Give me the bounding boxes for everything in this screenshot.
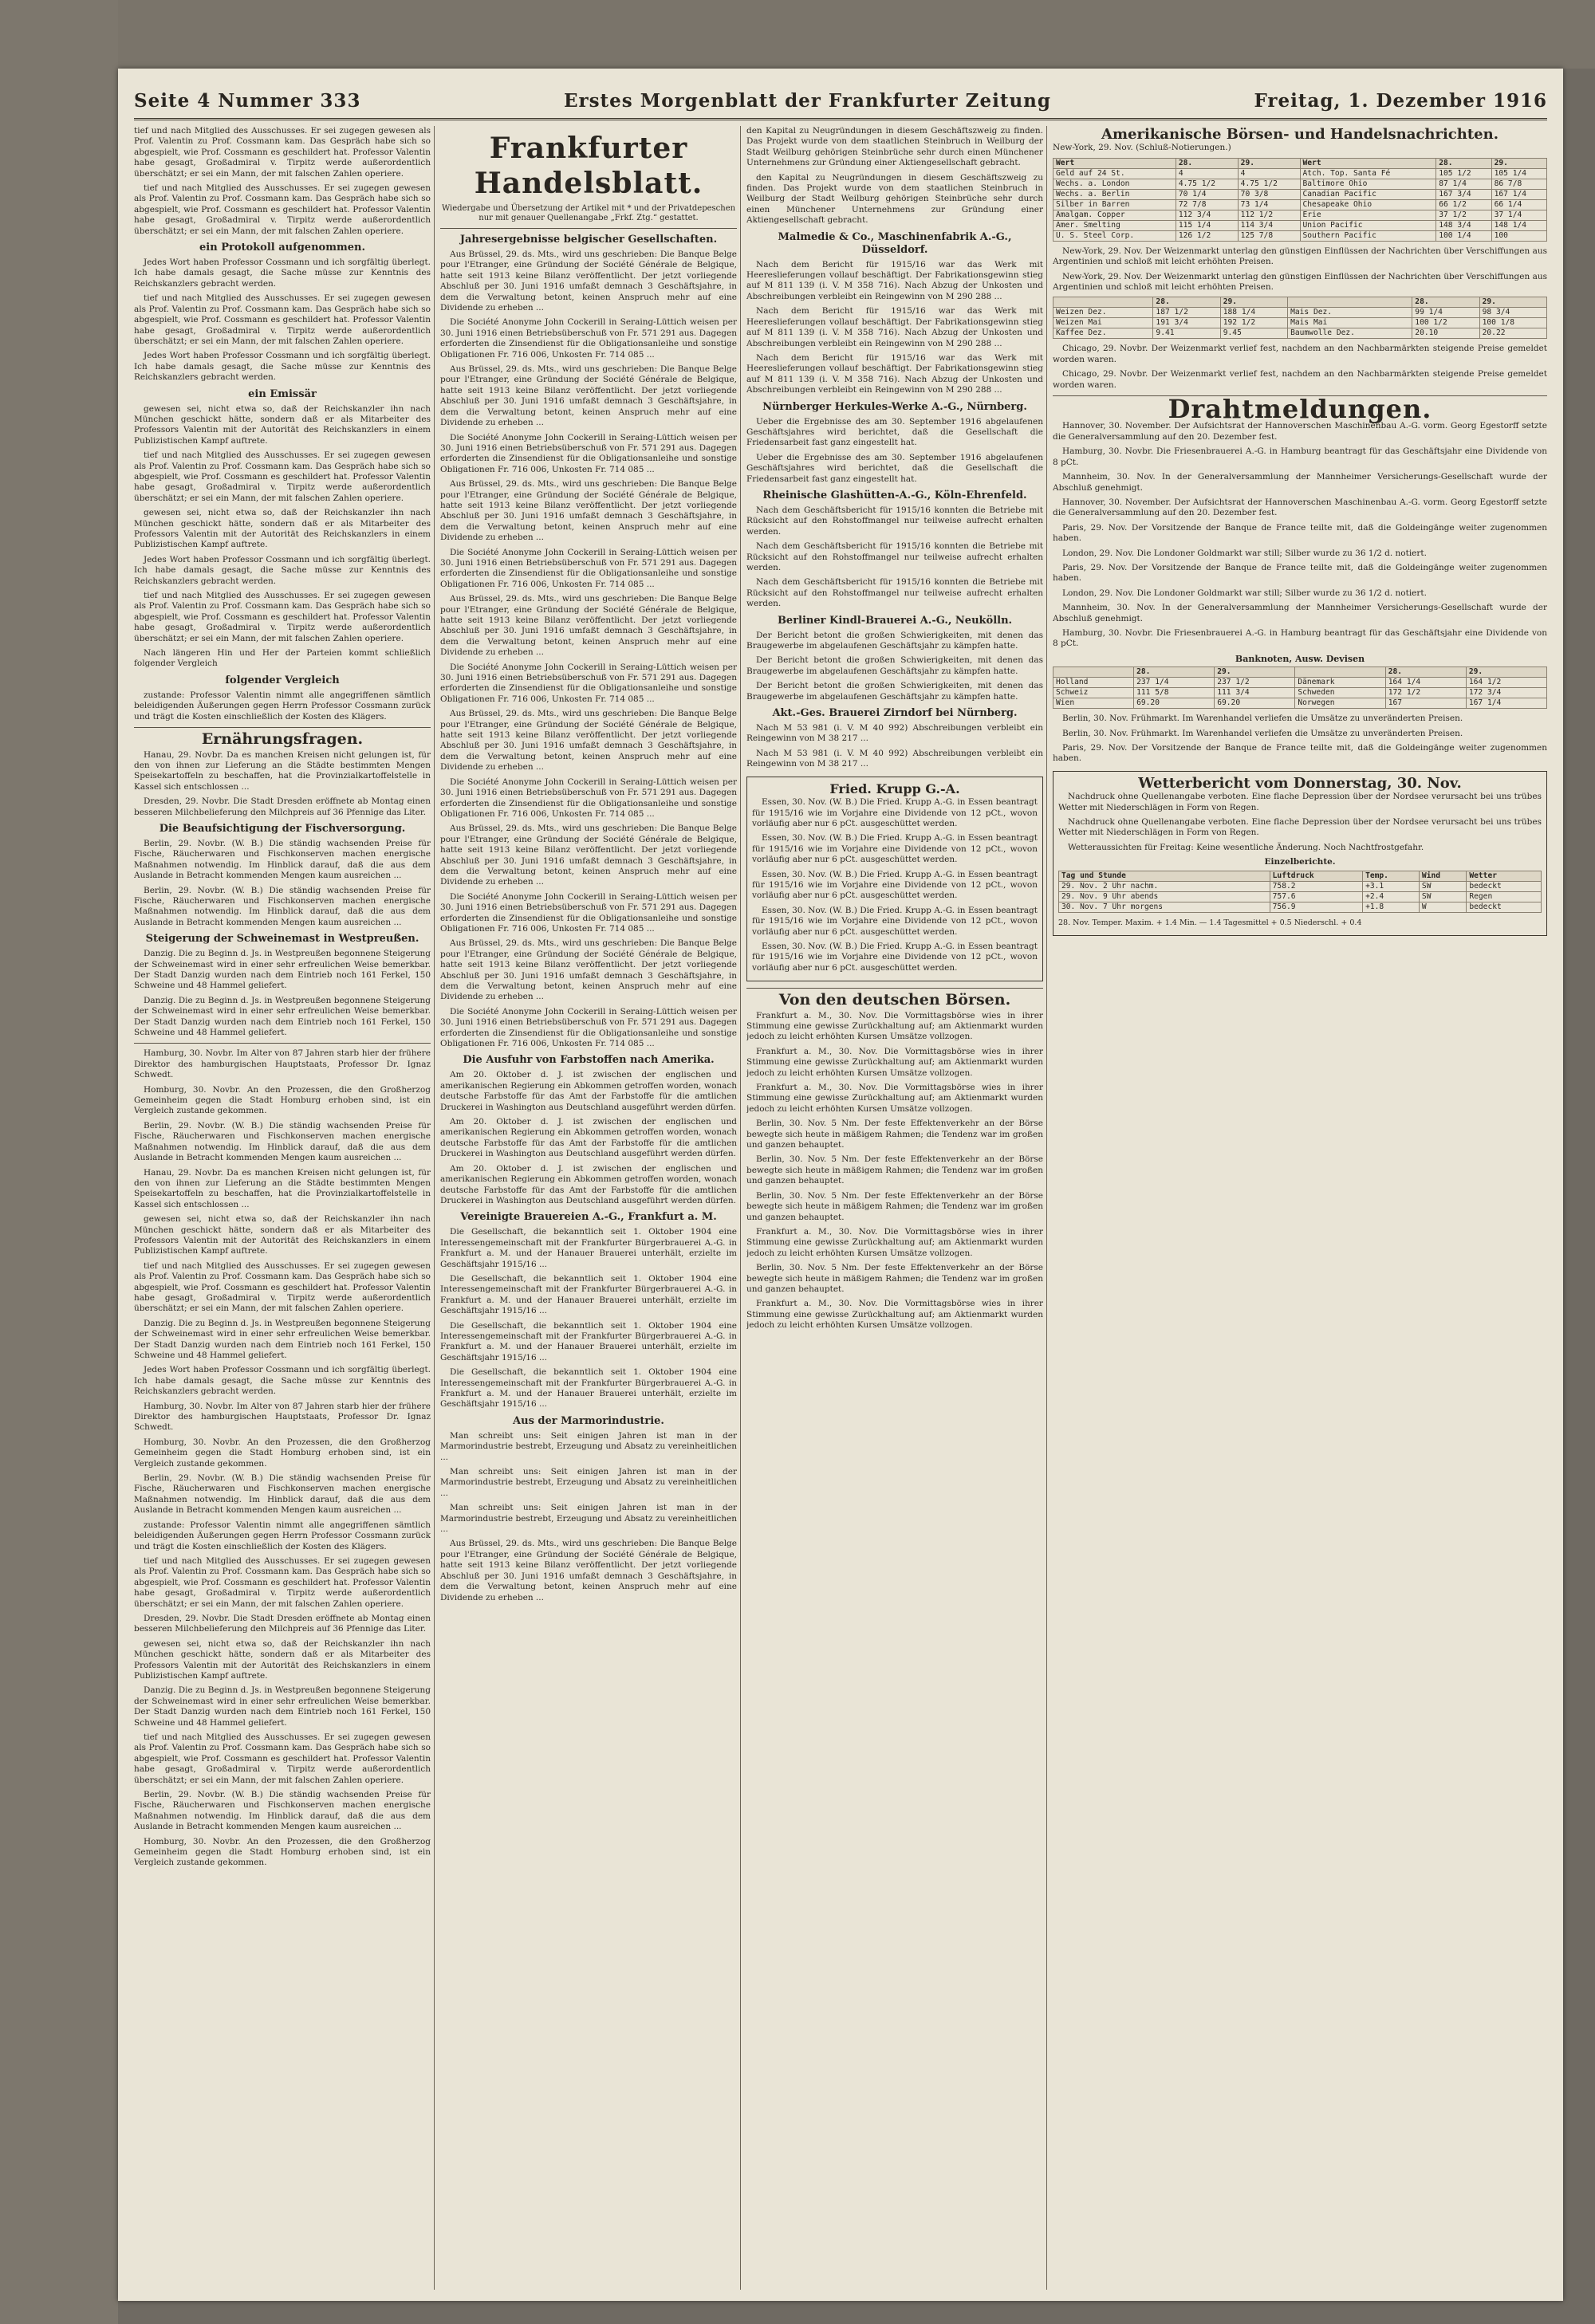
table-header-cell: 28. — [1436, 158, 1491, 168]
table-cell: 167 1/4 — [1466, 698, 1546, 709]
table-cell: 105 1/4 — [1491, 168, 1546, 179]
article-text: den Kapital zu Neugründungen in diesem Geschäftszweig zu finden. Das Projekt wurde von dem staatlichen Steinbruch in Weilburg der Stadt Weilburg gehörigen Steinbrüche sehr durch einen Münchener Unternehmens zur Gründung einer Aktiengesellschaft gebracht. — [746, 172, 1043, 226]
table-cell: 100 1/2 — [1412, 318, 1479, 328]
table-cell: Union Pacific — [1300, 220, 1436, 230]
article-text: Dresden, 29. Novbr. Die Stadt Dresden eröffnete ab Montag einen besseren Milchbelieferung den Milchpreis auf 36 Pfennige das Liter. — [134, 1613, 431, 1634]
table-cell: 29. Nov. 2 Uhr nachm. — [1059, 881, 1270, 891]
table-header-cell — [1295, 667, 1385, 678]
article-text: Frankfurt a. M., 30. Nov. Die Vormittagsbörse wies in ihrer Stimmung eine gewisse Zurückhaltung auf; am Aktienmarkt wurden jedoch zu leicht erhöhten Kursen Umsätze vollzogen. — [746, 1226, 1043, 1258]
table-cell: 192 1/2 — [1220, 318, 1287, 328]
section-heading: Akt.-Ges. Brauerei Zirndorf bei Nürnberg. — [772, 707, 1018, 720]
table-cell: 73 1/4 — [1238, 199, 1300, 210]
table-cell: 70 1/4 — [1176, 189, 1238, 199]
table-cell: 99 1/4 — [1412, 308, 1479, 318]
table-row — [1053, 199, 1547, 210]
table-header-cell: 29. — [1220, 297, 1287, 308]
table-row — [1053, 179, 1547, 189]
article-text: Die Société Anonyme John Cockerill in Seraing-Lüttich weisen per 30. Juni 1916 einen Betriebsüberschuß von Fr. 571 291 aus. Dagegen erforderten die Zinsendienst für die Obligationsanleihe und sonstige Obligationen Fr. 716 006, Unkosten Fr. 714 085 ... — [440, 777, 737, 819]
table-cell: Kaffee Dez. — [1053, 328, 1153, 339]
article-text: Jedes Wort haben Professor Cossmann und ich sorgfältig überlegt. Ich habe damals gesagt, die Sache müsse zur Kenntnis des Reichskanzlers gebracht werden. — [134, 258, 431, 289]
table-row — [1053, 230, 1547, 241]
column-3 — [746, 126, 1043, 2290]
table-cell: 100 1/4 — [1436, 230, 1491, 241]
table-header-cell: Wind — [1419, 871, 1466, 881]
table-cell: 69.20 — [1215, 698, 1295, 709]
table-cell: 187 1/2 — [1153, 308, 1220, 318]
article-text: Homburg, 30. Novbr. An den Prozessen, die den Großherzog Gemeinheim gegen die Stadt Homburg erhoben sind, ist ein Vergleich zustande gekommen. — [134, 1437, 431, 1469]
article-text: tief und nach Mitglied des Ausschusses. Er sei zugegen gewesen als Prof. Valentin zu Prof. Cossmann kam. Das Gespräch habe sich so abgespielt, wie Prof. Cossmann es geschildert hat. Professor Valentin habe gesagt, Großadmiral v. Tirpitz werde außerordentlich überschätzt; er sei ein Mann, der mit falschen Zahlen operiere. — [134, 293, 431, 346]
article-text: tief und nach Mitglied des Ausschusses. Er sei zugegen gewesen als Prof. Valentin zu Prof. Cossmann kam. Das Gespräch habe sich so abgespielt, wie Prof. Cossmann es geschildert hat. Professor Valentin habe gesagt, Großadmiral v. Tirpitz werde außerordentlich überschätzt; er sei ein Mann, der mit falschen Zahlen operiere. — [134, 591, 431, 643]
table-row — [1053, 688, 1547, 698]
table-cell: Wechs. a. Berlin — [1053, 189, 1176, 199]
table-cell: W — [1419, 902, 1466, 912]
article-text: Essen, 30. Nov. (W. B.) Die Fried. Krupp A.-G. in Essen beantragt für 1915/16 wie im Vorjahre eine Dividende von 12 pCt., wovon vorläufig aber nur 6 pCt. ausgeschüttet werden. — [752, 797, 1038, 828]
article-text: Der Bericht betont die großen Schwierigkeiten, mit denen das Braugewerbe im abgelaufenen Geschäftsjahr zu kämpfen hatte. — [746, 655, 1043, 676]
article-text: Mannheim, 30. Nov. In der Generalversammlung der Mannheimer Versicherungs-Gesellschaft wurde der Abschluß genehmigt. — [1053, 603, 1547, 623]
table-cell: 114 3/4 — [1238, 220, 1300, 230]
section-heading: Steigerung der Schweinemast in Westpreußen. — [145, 933, 419, 946]
section-heading: Malmedie & Co., Maschinenfabrik A.-G., Düsseldorf. — [778, 230, 1012, 256]
article-text: Die Société Anonyme John Cockerill in Seraing-Lüttich weisen per 30. Juni 1916 einen Betriebsüberschuß von Fr. 571 291 aus. Dagegen erforderten die Zinsendienst für die Obligationsanleihe und sonstige Obligationen Fr. 716 006, Unkosten Fr. 714 085 ... — [440, 547, 737, 589]
article-text: Paris, 29. Nov. Der Vorsitzende der Banque de France teilte mit, daß die Goldeingänge weiter zugenommen haben. — [1053, 743, 1547, 764]
table-cell: Mais Dez. — [1288, 308, 1412, 318]
header-page-number: Seite 4 Nummer 333 — [134, 89, 361, 112]
article-text: Hamburg, 30. Novbr. Die Friesenbrauerei A.-G. in Hamburg beantragt für das Geschäftsjahr eine Dividende von 8 pCt. — [1053, 446, 1547, 467]
article-text: Frankfurt a. M., 30. Nov. Die Vormittagsbörse wies in ihrer Stimmung eine gewisse Zurückhaltung auf; am Aktienmarkt wurden jedoch zu leicht erhöhten Kursen Umsätze vollzogen. — [746, 1299, 1043, 1331]
table-cell: Wechs. a. London — [1053, 179, 1176, 189]
article-text: tief und nach Mitglied des Ausschusses. Er sei zugegen gewesen als Prof. Valentin zu Prof. Cossmann kam. Das Gespräch habe sich so abgespielt, wie Prof. Cossmann es geschildert hat. Professor Valentin habe gesagt, Großadmiral v. Tirpitz werde außerordentlich überschätzt; er sei ein Mann, der mit falschen Zahlen operiere. — [134, 450, 431, 503]
article-text: tief und nach Mitglied des Ausschusses. Er sei zugegen gewesen als Prof. Valentin zu Prof. Cossmann kam. Das Gespräch habe sich so abgespielt, wie Prof. Cossmann es geschildert hat. Professor Valentin habe gesagt, Großadmiral v. Tirpitz werde außerordentlich überschätzt; er sei ein Mann, der mit falschen Zahlen operiere. — [134, 1555, 431, 1609]
table-cell: 72 7/8 — [1176, 199, 1238, 210]
table-cell: Wien — [1053, 698, 1134, 709]
table-row — [1053, 308, 1547, 318]
table-cell: 37 1/4 — [1491, 210, 1546, 220]
article-text: den Kapital zu Neugründungen in diesem Geschäftszweig zu finden. Das Projekt wurde von dem staatlichen Steinbruch in Weilburg der Stadt Weilburg gehörigen Steinbrüche sehr durch einen Münchener Unternehmens zur Gründung einer Aktiengesellschaft gebracht. — [746, 126, 1043, 168]
article-text: Man schreibt uns: Seit einigen Jahren ist man in der Marmorindustrie bestrebt, Erzeugung und Absatz zu vereinheitlichen ... — [440, 1503, 737, 1535]
article-text: Nach dem Geschäftsbericht für 1915/16 konnten die Betriebe mit Rücksicht auf den Rohstoffmangel nur teilweise aufrecht erhalten werden. — [746, 505, 1043, 537]
page-header — [134, 83, 1547, 120]
table-cell: Geld auf 24 St. — [1053, 168, 1176, 179]
article-text: Danzig. Die zu Beginn d. Js. in Westpreußen begonnene Steigerung der Schweinemast wird in einer sehr erfreulichen Weise bemerkbar. Der Stadt Danzig wurden nach dem Eintrieb noch 161 Ferkel, 150 Schweine und 48 Hammel geliefert. — [134, 949, 431, 991]
article-text: Chicago, 29. Novbr. Der Weizenmarkt verlief fest, nachdem an den Nachbarmärkten steigende Preise gemeldet worden waren. — [1053, 344, 1547, 364]
table-cell: 70 3/8 — [1238, 189, 1300, 199]
table-cell: Silber in Barren — [1053, 199, 1176, 210]
article-text: Paris, 29. Nov. Der Vorsitzende der Banque de France teilte mit, daß die Goldeingänge weiter zugenommen haben. — [1053, 562, 1547, 584]
article-text: Essen, 30. Nov. (W. B.) Die Fried. Krupp A.-G. in Essen beantragt für 1915/16 wie im Vorjahre eine Dividende von 12 pCt., wovon vorläufig aber nur 6 pCt. ausgeschüttet werden. — [752, 869, 1038, 901]
table-cell: +1.8 — [1363, 902, 1420, 912]
article-text: Essen, 30. Nov. (W. B.) Die Fried. Krupp A.-G. in Essen beantragt für 1915/16 wie im Vorjahre eine Dividende von 12 pCt., wovon vorläufig aber nur 6 pCt. ausgeschüttet werden. — [752, 905, 1038, 937]
table-cell: 756.9 — [1270, 902, 1362, 912]
header-newspaper-title: Erstes Morgenblatt der Frankfurter Zeitung — [563, 89, 1051, 112]
table-cell: 4.75 1/2 — [1238, 179, 1300, 189]
article-text: New-York, 29. Nov. Der Weizenmarkt unterlag den günstigen Einflüssen der Nachrichten über Verschiffungen aus Argentinien und schloß mit leicht erhöhten Preisen. — [1053, 246, 1547, 267]
header-date: Freitag, 1. Dezember 1916 — [1254, 89, 1547, 112]
table-cell: 164 1/2 — [1466, 678, 1546, 688]
table-cell: 98 3/4 — [1479, 308, 1546, 318]
table-cell: 30. Nov. 7 Uhr morgens — [1059, 902, 1270, 912]
scan-left-margin — [0, 0, 118, 2324]
table-header-cell: Wetter — [1467, 871, 1542, 881]
article-text: tief und nach Mitglied des Ausschusses. Er sei zugegen gewesen als Prof. Valentin zu Prof. Cossmann kam. Das Gespräch habe sich so abgespielt, wie Prof. Cossmann es geschildert hat. Professor Valentin habe gesagt, Großadmiral v. Tirpitz werde außerordentlich überschätzt; er sei ein Mann, der mit falschen Zahlen operiere. — [134, 1732, 431, 1785]
table-cell: 20.22 — [1479, 328, 1546, 339]
table-header-cell: 29. — [1479, 297, 1546, 308]
table-cell: 37 1/2 — [1436, 210, 1491, 220]
table-cell: 237 1/4 — [1134, 678, 1215, 688]
table-cell: 4 — [1176, 168, 1238, 179]
table-cell: 4 — [1238, 168, 1300, 179]
article-text: Aus Brüssel, 29. ds. Mts., wird uns geschrieben: Die Banque Belge pour l'Etranger, eine Gründung der Société Générale de Belgique, hatte seit 1913 keine Bilanz veröffentlicht. Der jetzt vorliegende Abschluß per 30. Juni 1916 umfaßt demnach 3 Geschäftsjahre, in dem die Verwaltung betont, keinen Anspruch mehr auf eine Dividende zu erheben ... — [440, 1539, 737, 1602]
article-text: Am 20. Oktober d. J. ist zwischen der englischen und amerikanischen Regierung ein Abkommen getroffen worden, wonach deutsche Farbstoffe für das Amt der Farbstoffe für die amtlichen Druckerei in Washington aus Deutschland ausgeführt werden dürfen. — [440, 1163, 737, 1205]
table-cell: 115 1/4 — [1176, 220, 1238, 230]
section-masthead: Frankfurter Handelsblatt. — [474, 132, 703, 200]
table-cell: 172 1/2 — [1385, 688, 1466, 698]
article-text: Nach M 53 981 (i. V. M 40 992) Abschreibungen verbleibt ein Reingewinn von M 38 217 ... — [746, 723, 1043, 744]
article-text: Essen, 30. Nov. (W. B.) Die Fried. Krupp A.-G. in Essen beantragt für 1915/16 wie im Vorjahre eine Dividende von 12 pCt., wovon vorläufig aber nur 6 pCt. ausgeschüttet werden. — [752, 833, 1038, 865]
section-heading: Vereinigte Brauereien A.-G., Frankfurt a. M. — [460, 1211, 717, 1224]
table-cell: 757.6 — [1270, 891, 1362, 902]
table-row — [1053, 318, 1547, 328]
article-text: Nachdruck ohne Quellenangabe verboten. Eine flache Depression über der Nordsee verursacht bei uns trübes Wetter mit Niederschlägen in Form von Regen. — [1058, 792, 1542, 812]
table-cell: Baumwolle Dez. — [1288, 328, 1412, 339]
fx-table-title: Banknoten, Ausw. Devisen — [1235, 653, 1365, 664]
article-text: Aus Brüssel, 29. ds. Mts., wird uns geschrieben: Die Banque Belge pour l'Etranger, eine Gründung der Société Générale de Belgique, hatte seit 1913 keine Bilanz veröffentlicht. Der jetzt vorliegende Abschluß per 30. Juni 1916 umfaßt demnach 3 Geschäftsjahre, in dem die Verwaltung betont, keinen Anspruch mehr auf eine Dividende zu erheben ... — [440, 479, 737, 543]
table-header-cell: 28. — [1385, 667, 1466, 678]
table-cell: +3.1 — [1363, 881, 1420, 891]
table-cell: 9.45 — [1220, 328, 1287, 339]
table-cell: Norwegen — [1295, 698, 1385, 709]
article-text: Nach dem Geschäftsbericht für 1915/16 konnten die Betriebe mit Rücksicht auf den Rohstoffmangel nur teilweise aufrecht erhalten werden. — [746, 577, 1043, 609]
article-text: Berlin, 30. Nov. 5 Nm. Der feste Effektenverkehr an der Börse bewegte sich heute in mäßigem Rahmen; die Tendenz war im großen und ganzen behauptet. — [746, 1190, 1043, 1222]
table-cell: Schweiz — [1053, 688, 1134, 698]
article-text: Homburg, 30. Novbr. An den Prozessen, die den Großherzog Gemeinheim gegen die Stadt Homburg erhoben sind, ist ein Vergleich zustande gekommen. — [134, 1084, 431, 1116]
article-text: Essen, 30. Nov. (W. B.) Die Fried. Krupp A.-G. in Essen beantragt für 1915/16 wie im Vorjahre eine Dividende von 12 pCt., wovon vorläufig aber nur 6 pCt. ausgeschüttet werden. — [752, 941, 1038, 973]
article-text: Nach dem Bericht für 1915/16 war das Werk mit Heereslieferungen vollauf beschäftigt. Der Fabrikationsgewinn stieg auf M 811 139 (i. V. M 358 716). Nach Abzug der Unkosten und Abschreibungen verbleibt ein Reingewinn von M 290 288 ... — [746, 352, 1043, 395]
weather-title: Wetterbericht vom Donnerstag, 30. Nov. — [1138, 774, 1462, 792]
table-cell: Weizen Mai — [1053, 318, 1153, 328]
table-row — [1059, 902, 1542, 912]
table-row — [1053, 210, 1547, 220]
table-cell: 111 3/4 — [1215, 688, 1295, 698]
article-text: Nach längeren Hin und Her der Parteien kommt schließlich folgender Vergleich — [134, 648, 431, 669]
table-cell: 69.20 — [1134, 698, 1215, 709]
article-text: Berlin, 30. Nov. Frühmarkt. Im Warenhandel verliefen die Umsätze zu unveränderten Preisen. — [1062, 728, 1463, 738]
article-text: Chicago, 29. Novbr. Der Weizenmarkt verlief fest, nachdem an den Nachbarmärkten steigende Preise gemeldet worden waren. — [1053, 369, 1547, 390]
article-text: Mannheim, 30. Nov. In der Generalversammlung der Mannheimer Versicherungs-Gesellschaft wurde der Abschluß genehmigt. — [1053, 472, 1547, 493]
table-header-cell: 28. — [1176, 158, 1238, 168]
article-text: Man schreibt uns: Seit einigen Jahren ist man in der Marmorindustrie bestrebt, Erzeugung und Absatz zu vereinheitlichen ... — [440, 1430, 737, 1462]
table-cell: 66 1/2 — [1436, 199, 1491, 210]
article-text: Berlin, 29. Novbr. (W. B.) Die ständig wachsenden Preise für Fische, Räucherwaren und Fischkonserven machen energische Maßnahmen notwendig. Im Hinblick darauf, daß die aus dem Auslande in Betracht kommenden Mengen kaum ausreichen ... — [134, 1790, 431, 1832]
article-text: Aus Brüssel, 29. ds. Mts., wird uns geschrieben: Die Banque Belge pour l'Etranger, eine Gründung der Société Générale de Belgique, hatte seit 1913 keine Bilanz veröffentlicht. Der jetzt vorliegende Abschluß per 30. Juni 1916 umfaßt demnach 3 Geschäftsjahre, in dem die Verwaltung betont, keinen Anspruch mehr auf eine Dividende zu erheben ... — [440, 250, 737, 313]
article-text: Die Société Anonyme John Cockerill in Seraing-Lüttich weisen per 30. Juni 1916 einen Betriebsüberschuß von Fr. 571 291 aus. Dagegen erforderten die Zinsendienst für die Obligationsanleihe und sonstige Obligationen Fr. 716 006, Unkosten Fr. 714 085 ... — [440, 1006, 737, 1049]
article-text: Frankfurt a. M., 30. Nov. Die Vormittagsbörse wies in ihrer Stimmung eine gewisse Zurückhaltung auf; am Aktienmarkt wurden jedoch zu leicht erhöhten Kursen Umsätze vollzogen. — [746, 1083, 1043, 1114]
table-cell: 148 1/4 — [1491, 220, 1546, 230]
table-cell: 112 3/4 — [1176, 210, 1238, 220]
table-cell: bedeckt — [1467, 902, 1542, 912]
table-row — [1053, 189, 1547, 199]
table-header-cell: 29. — [1466, 667, 1546, 678]
article-text: gewesen sei, nicht etwa so, daß der Reichskanzler ihn nach München geschickt hätte, sondern daß er als Mitarbeiter des Professors Valentin mit der Autorität des Reichskanzlers in einem Publizistischen Kampf auftrete. — [134, 508, 431, 550]
table-row — [1059, 891, 1542, 902]
article-text: Aus Brüssel, 29. ds. Mts., wird uns geschrieben: Die Banque Belge pour l'Etranger, eine Gründung der Société Générale de Belgique, hatte seit 1913 keine Bilanz veröffentlicht. Der jetzt vorliegende Abschluß per 30. Juni 1916 umfaßt demnach 3 Geschäftsjahre, in dem die Verwaltung betont, keinen Anspruch mehr auf eine Dividende zu erheben ... — [440, 364, 737, 428]
scan-top-margin — [0, 0, 1595, 69]
article-text: Jedes Wort haben Professor Cossmann und ich sorgfältig überlegt. Ich habe damals gesagt, die Sache müsse zur Kenntnis des Reichskanzlers gebracht werden. — [134, 1365, 431, 1397]
table-cell: +2.4 — [1363, 891, 1420, 902]
table-cell: 126 1/2 — [1176, 230, 1238, 241]
table-cell: Atch. Top. Santa Fé — [1300, 168, 1436, 179]
section-heading: Aus der Marmorindustrie. — [513, 1414, 664, 1427]
section-heading: Berliner Kindl-Brauerei A.-G., Neukölln. — [777, 614, 1013, 627]
amerika-title: Amerikanische Börsen- und Handelsnachrichten. — [1101, 126, 1499, 143]
table-cell: Chesapeake Ohio — [1300, 199, 1436, 210]
article-text: Am 20. Oktober d. J. ist zwischen der englischen und amerikanischen Regierung ein Abkommen getroffen worden, wonach deutsche Farbstoffe für das Amt der Farbstoffe für die amtlichen Druckerei in Washington aus Deutschland ausgeführt werden dürfen. — [440, 1117, 737, 1159]
table-cell: Baltimore Ohio — [1300, 179, 1436, 189]
nyse-quote-table — [1053, 158, 1547, 242]
table-header-cell — [1053, 297, 1153, 308]
divider — [440, 228, 737, 229]
article-text: Hamburg, 30. Novbr. Im Alter von 87 Jahren starb hier der frühere Direktor des hamburgischen Hauptstaats, Professor Dr. Ignaz Schwedt. — [134, 1401, 431, 1433]
table-cell: 167 3/4 — [1436, 189, 1491, 199]
table-header-cell: 28. — [1134, 667, 1215, 678]
table-cell: 758.2 — [1270, 881, 1362, 891]
reprint-notice: Wiedergabe und Übersetzung der Artikel mit * und der Privatdepeschen nur mit genauer Quellenangabe „Frkf. Ztg.“ gestattet. — [441, 204, 736, 222]
article-text: Homburg, 30. Novbr. An den Prozessen, die den Großherzog Gemeinheim gegen die Stadt Homburg erhoben sind, ist ein Vergleich zustande gekommen. — [134, 1836, 431, 1868]
column-rule — [1046, 126, 1047, 2290]
article-text: Berlin, 29. Novbr. (W. B.) Die ständig wachsenden Preise für Fische, Räucherwaren und Fischkonserven machen energische Maßnahmen notwendig. Im Hinblick darauf, daß die aus dem Auslande in Betracht kommenden Mengen kaum ausreichen ... — [134, 838, 431, 881]
table-header-cell: 28. — [1412, 297, 1479, 308]
article-text: Frankfurt a. M., 30. Nov. Die Vormittagsbörse wies in ihrer Stimmung eine gewisse Zurückhaltung auf; am Aktienmarkt wurden jedoch zu leicht erhöhten Kursen Umsätze vollzogen. — [746, 1010, 1043, 1042]
article-text: Berlin, 30. Nov. 5 Nm. Der feste Effektenverkehr an der Börse bewegte sich heute in mäßigem Rahmen; die Tendenz war im großen und ganzen behauptet. — [746, 1119, 1043, 1150]
table-header-cell: 29. — [1238, 158, 1300, 168]
article-text: Dresden, 29. Novbr. Die Stadt Dresden eröffnete ab Montag einen besseren Milchbelieferung den Milchpreis auf 36 Pfennige das Liter. — [134, 796, 431, 817]
article-text: Berlin, 30. Nov. 5 Nm. Der feste Effektenverkehr an der Börse bewegte sich heute in mäßigem Rahmen; die Tendenz war im großen und ganzen behauptet. — [746, 1263, 1043, 1294]
table-row — [1053, 698, 1547, 709]
table-cell: 9.41 — [1153, 328, 1220, 339]
table-cell: 29. Nov. 9 Uhr abends — [1059, 891, 1270, 902]
table-row — [1053, 168, 1547, 179]
article-text: Aus Brüssel, 29. ds. Mts., wird uns geschrieben: Die Banque Belge pour l'Etranger, eine Gründung der Société Générale de Belgique, hatte seit 1913 keine Bilanz veröffentlicht. Der jetzt vorliegende Abschluß per 30. Juni 1916 umfaßt demnach 3 Geschäftsjahre, in dem die Verwaltung betont, keinen Anspruch mehr auf eine Dividende zu erheben ... — [440, 709, 737, 773]
table-header-cell: Wert — [1053, 158, 1176, 168]
table-cell: 105 1/2 — [1436, 168, 1491, 179]
table-cell: 112 1/2 — [1238, 210, 1300, 220]
article-text: zustande: Professor Valentin nimmt alle angegriffenen sämtlich beleidigenden Äußerungen gegen Herrn Professor Cossmann zurück und trägt die Kosten einschließlich der Kosten des Klägers. — [134, 690, 431, 722]
article-text: Der Bericht betont die großen Schwierigkeiten, mit denen das Braugewerbe im abgelaufenen Geschäftsjahr zu kämpfen hatte. — [746, 681, 1043, 702]
article-text: Man schreibt uns: Seit einigen Jahren ist man in der Marmorindustrie bestrebt, Erzeugung und Absatz zu vereinheitlichen ... — [440, 1467, 737, 1498]
article-text: Die Société Anonyme John Cockerill in Seraing-Lüttich weisen per 30. Juni 1916 einen Betriebsüberschuß von Fr. 571 291 aus. Dagegen erforderten die Zinsendienst für die Obligationsanleihe und sonstige Obligationen Fr. 716 006, Unkosten Fr. 714 085 ... — [440, 432, 737, 474]
table-cell: 164 1/4 — [1385, 678, 1466, 688]
article-text: Hamburg, 30. Novbr. Die Friesenbrauerei A.-G. in Hamburg beantragt für das Geschäftsjahr eine Dividende von 8 pCt. — [1053, 627, 1547, 649]
table-cell: 237 1/2 — [1215, 678, 1295, 688]
article-text: New-York, 29. Nov. Der Weizenmarkt unterlag den günstigen Einflüssen der Nachrichten über Verschiffungen aus Argentinien und schloß mit leicht erhöhten Preisen. — [1053, 271, 1547, 293]
article-text: Nach dem Geschäftsbericht für 1915/16 konnten die Betriebe mit Rücksicht auf den Rohstoffmangel nur teilweise aufrecht erhalten werden. — [746, 541, 1043, 572]
section-heading: Rheinische Glashütten-A.-G., Köln-Ehrenfeld. — [762, 489, 1027, 501]
weather-subtitle: Einzelberichte. — [1264, 857, 1336, 867]
article-text: Die Gesellschaft, die bekanntlich seit 1. Oktober 1904 eine Interessengemeinschaft mit der Frankfurter Bürgerbrauerei A.-G. in Frankfurt a. M. und der Hanauer Brauerei unterhält, erzielte im Geschäftsjahr 1915/16 ... — [440, 1320, 737, 1363]
table-cell: Erie — [1300, 210, 1436, 220]
article-text: Ueber die Ergebnisse des am 30. September 1916 abgelaufenen Geschäftsjahres wird berichtet, daß die Gesellschaft die Friedensarbeit fast ganz eingestellt hat. — [746, 416, 1043, 448]
article-text: Berlin, 30. Nov. Frühmarkt. Im Warenhandel verliefen die Umsätze zu unveränderten Preisen. — [1062, 714, 1463, 724]
table-header-cell: 29. — [1215, 667, 1295, 678]
article-text: Die Gesellschaft, die bekanntlich seit 1. Oktober 1904 eine Interessengemeinschaft mit der Frankfurter Bürgerbrauerei A.-G. in Frankfurt a. M. und der Hanauer Brauerei unterhält, erzielte im Geschäftsjahr 1915/16 ... — [440, 1227, 737, 1269]
table-cell: SW — [1419, 881, 1466, 891]
table-cell: 86 7/8 — [1491, 179, 1546, 189]
article-text: Berlin, 29. Novbr. (W. B.) Die ständig wachsenden Preise für Fische, Räucherwaren und Fischkonserven machen energische Maßnahmen notwendig. Im Hinblick darauf, daß die aus dem Auslande in Betracht kommenden Mengen kaum ausreichen ... — [134, 1473, 431, 1516]
table-cell: 100 — [1491, 230, 1546, 241]
column-4 — [1053, 126, 1547, 2290]
table-cell: 188 1/4 — [1220, 308, 1287, 318]
table-header-cell: Tag und Stunde — [1059, 871, 1270, 881]
article-text: Aus Brüssel, 29. ds. Mts., wird uns geschrieben: Die Banque Belge pour l'Etranger, eine Gründung der Société Générale de Belgique, hatte seit 1913 keine Bilanz veröffentlicht. Der jetzt vorliegende Abschluß per 30. Juni 1916 umfaßt demnach 3 Geschäftsjahre, in dem die Verwaltung betont, keinen Anspruch mehr auf eine Dividende zu erheben ... — [440, 938, 737, 1002]
article-text: Hannover, 30. November. Der Aufsichtsrat der Hannoverschen Maschinenbau A.-G. vorm. Georg Egestorff setzte die Generalversammlung auf den 20. Dezember fest. — [1053, 497, 1547, 518]
article-text: Ueber die Ergebnisse des am 30. September 1916 abgelaufenen Geschäftsjahres wird berichtet, daß die Gesellschaft die Friedensarbeit fast ganz eingestellt hat. — [746, 452, 1043, 484]
section-heading: Die Ausfuhr von Farbstoffen nach Amerika. — [463, 1054, 715, 1067]
article-text: Jedes Wort haben Professor Cossmann und ich sorgfältig überlegt. Ich habe damals gesagt, die Sache müsse zur Kenntnis des Reichskanzlers gebracht werden. — [134, 554, 431, 586]
article-text: Berlin, 29. Novbr. (W. B.) Die ständig wachsenden Preise für Fische, Räucherwaren und Fischkonserven machen energische Maßnahmen notwendig. Im Hinblick darauf, daß die aus dem Auslande in Betracht kommenden Mengen kaum ausreichen ... — [134, 1120, 431, 1163]
column-2 — [440, 126, 737, 2290]
article-text: Hanau, 29. Novbr. Da es manchen Kreisen nicht gelungen ist, für den von ihnen zur Lieferung an die Städte bestimmten Mengen Speisekartoffeln zu beschaffen, hat die Provinzialkartoffelstelle in Kassel sich entschlossen ... — [134, 749, 431, 792]
section-heading: Jahresergebnisse belgischer Gesellschaften. — [459, 234, 718, 246]
article-text: Die Gesellschaft, die bekanntlich seit 1. Oktober 1904 eine Interessengemeinschaft mit der Frankfurter Bürgerbrauerei A.-G. in Frankfurt a. M. und der Hanauer Brauerei unterhält, erzielte im Geschäftsjahr 1915/16 ... — [440, 1273, 737, 1316]
article-text: Nachdruck ohne Quellenangabe verboten. Eine flache Depression über der Nordsee verursacht bei uns trübes Wetter mit Niederschlägen in Form von Regen. — [1058, 817, 1542, 838]
table-header-cell — [1288, 297, 1412, 308]
article-text: London, 29. Nov. Die Londoner Goldmarkt war still; Silber wurde zu 36 1/2 d. notiert. — [1062, 548, 1427, 558]
article-text: tief und nach Mitglied des Ausschusses. Er sei zugegen gewesen als Prof. Valentin zu Prof. Cossmann kam. Das Gespräch habe sich so abgespielt, wie Prof. Cossmann es geschildert hat. Professor Valentin habe gesagt, Großadmiral v. Tirpitz werde außerordentlich überschätzt; er sei ein Mann, der mit falschen Zahlen operiere. — [134, 126, 431, 179]
table-cell: Weizen Dez. — [1053, 308, 1153, 318]
divider — [134, 1043, 431, 1044]
fx-quote-table — [1053, 667, 1547, 709]
table-cell: 191 3/4 — [1153, 318, 1220, 328]
article-text: New-York, 29. Nov. (Schluß-Notierungen.) — [1053, 143, 1231, 153]
article-text: Aus Brüssel, 29. ds. Mts., wird uns geschrieben: Die Banque Belge pour l'Etranger, eine Gründung der Société Générale de Belgique, hatte seit 1913 keine Bilanz veröffentlicht. Der jetzt vorliegende Abschluß per 30. Juni 1916 umfaßt demnach 3 Geschäftsjahre, in dem die Verwaltung betont, keinen Anspruch mehr auf eine Dividende zu erheben ... — [440, 594, 737, 658]
section-heading: folgender Vergleich — [225, 674, 340, 686]
grain-quote-table — [1053, 297, 1547, 339]
article-text: Hamburg, 30. Novbr. Im Alter von 87 Jahren starb hier der frühere Direktor des hamburgischen Hauptstaats, Professor Dr. Ignaz Schwedt. — [134, 1048, 431, 1080]
article-text: Der Bericht betont die großen Schwierigkeiten, mit denen das Braugewerbe im abgelaufenen Geschäftsjahr zu kämpfen hatte. — [746, 630, 1043, 651]
article-text: Danzig. Die zu Beginn d. Js. in Westpreußen begonnene Steigerung der Schweinemast wird in einer sehr erfreulichen Weise bemerkbar. Der Stadt Danzig wurden nach dem Eintrieb noch 161 Ferkel, 150 Schweine und 48 Hammel geliefert. — [134, 1318, 431, 1360]
table-cell: Holland — [1053, 678, 1134, 688]
article-text: Die Société Anonyme John Cockerill in Seraing-Lüttich weisen per 30. Juni 1916 einen Betriebsüberschuß von Fr. 571 291 aus. Dagegen erforderten die Zinsendienst für die Obligationsanleihe und sonstige Obligationen Fr. 716 006, Unkosten Fr. 714 085 ... — [440, 662, 737, 704]
article-text: Die Société Anonyme John Cockerill in Seraing-Lüttich weisen per 30. Juni 1916 einen Betriebsüberschuß von Fr. 571 291 aus. Dagegen erforderten die Zinsendienst für die Obligationsanleihe und sonstige Obligationen Fr. 716 006, Unkosten Fr. 714 085 ... — [440, 891, 737, 934]
boersen-title: Von den deutschen Börsen. — [778, 991, 1011, 1009]
divider — [134, 727, 431, 728]
table-cell: 167 — [1385, 698, 1466, 709]
column-rule — [434, 126, 435, 2290]
table-cell: U. S. Steel Corp. — [1053, 230, 1176, 241]
table-cell: Dänemark — [1295, 678, 1385, 688]
article-text: tief und nach Mitglied des Ausschusses. Er sei zugegen gewesen als Prof. Valentin zu Prof. Cossmann kam. Das Gespräch habe sich so abgespielt, wie Prof. Cossmann es geschildert hat. Professor Valentin habe gesagt, Großadmiral v. Tirpitz werde außerordentlich überschätzt; er sei ein Mann, der mit falschen Zahlen operiere. — [134, 1260, 431, 1314]
table-cell: 172 3/4 — [1466, 688, 1546, 698]
table-cell: Southern Pacific — [1300, 230, 1436, 241]
article-text: London, 29. Nov. Die Londoner Goldmarkt war still; Silber wurde zu 36 1/2 d. notiert. — [1062, 588, 1427, 598]
article-text: Die Société Anonyme John Cockerill in Seraing-Lüttich weisen per 30. Juni 1916 einen Betriebsüberschuß von Fr. 571 291 aus. Dagegen erforderten die Zinsendienst für die Obligationsanleihe und sonstige Obligationen Fr. 716 006, Unkosten Fr. 714 085 ... — [440, 317, 737, 360]
table-header-cell — [1053, 667, 1134, 678]
table-cell: Regen — [1467, 891, 1542, 902]
article-text: Frankfurt a. M., 30. Nov. Die Vormittagsbörse wies in ihrer Stimmung eine gewisse Zurückhaltung auf; am Aktienmarkt wurden jedoch zu leicht erhöhten Kursen Umsätze vollzogen. — [746, 1046, 1043, 1078]
table-cell: 125 7/8 — [1238, 230, 1300, 241]
table-cell: SW — [1419, 891, 1466, 902]
table-cell: Mais Mai — [1288, 318, 1412, 328]
table-header-cell: Temp. — [1363, 871, 1420, 881]
article-text: tief und nach Mitglied des Ausschusses. Er sei zugegen gewesen als Prof. Valentin zu Prof. Cossmann kam. Das Gespräch habe sich so abgespielt, wie Prof. Cossmann es geschildert hat. Professor Valentin habe gesagt, Großadmiral v. Tirpitz werde außerordentlich überschätzt; er sei ein Mann, der mit falschen Zahlen operiere. — [134, 183, 431, 236]
article-text: Jedes Wort haben Professor Cossmann und ich sorgfältig überlegt. Ich habe damals gesagt, die Sache müsse zur Kenntnis des Reichskanzlers gebracht werden. — [134, 351, 431, 383]
article-text: gewesen sei, nicht etwa so, daß der Reichskanzler ihn nach München geschickt hätte, sondern daß er als Mitarbeiter des Professors Valentin mit der Autorität des Reichskanzlers in einem Publizistischen Kampf auftrete. — [134, 403, 431, 446]
krupp-box — [746, 777, 1043, 982]
weather-table — [1058, 871, 1542, 913]
table-cell: 111 5/8 — [1134, 688, 1215, 698]
article-text: Aus Brüssel, 29. ds. Mts., wird uns geschrieben: Die Banque Belge pour l'Etranger, eine Gründung der Société Générale de Belgique, hatte seit 1913 keine Bilanz veröffentlicht. Der jetzt vorliegende Abschluß per 30. Juni 1916 umfaßt demnach 3 Geschäftsjahre, in dem die Verwaltung betont, keinen Anspruch mehr auf eine Dividende zu erheben ... — [440, 824, 737, 887]
table-cell: Schweden — [1295, 688, 1385, 698]
table-cell: 148 3/4 — [1436, 220, 1491, 230]
section-heading: Nürnberger Herkules-Werke A.-G., Nürnberg. — [762, 400, 1027, 413]
drahtmeldungen-title: Drahtmeldungen. — [1168, 394, 1432, 425]
table-row — [1053, 220, 1547, 230]
table-header-cell: 29. — [1491, 158, 1546, 168]
article-text: Nach M 53 981 (i. V. M 40 992) Abschreibungen verbleibt ein Reingewinn von M 38 217 ... — [746, 748, 1043, 769]
article-text: Hannover, 30. November. Der Aufsichtsrat der Hannoverschen Maschinenbau A.-G. vorm. Georg Egestorff setzte die Generalversammlung auf den 20. Dezember fest. — [1053, 421, 1547, 442]
table-row — [1053, 328, 1547, 339]
table-cell: 87 1/4 — [1436, 179, 1491, 189]
article-text: Danzig. Die zu Beginn d. Js. in Westpreußen begonnene Steigerung der Schweinemast wird in einer sehr erfreulichen Weise bemerkbar. Der Stadt Danzig wurden nach dem Eintrieb noch 161 Ferkel, 150 Schweine und 48 Hammel geliefert. — [134, 1685, 431, 1728]
section-heading: Die Beaufsichtigung der Fischversorgung. — [159, 822, 406, 835]
weather-footer: 28. Nov. Temper. Maxim. + 1.4 Min. — 1.4 Tagesmittel + 0.5 Niederschl. + 0.4 — [1058, 918, 1362, 927]
table-header-cell: Luftdruck — [1270, 871, 1362, 881]
column-rule — [740, 126, 741, 2290]
table-row — [1053, 678, 1547, 688]
table-row — [1059, 881, 1542, 891]
table-cell: 20.10 — [1412, 328, 1479, 339]
article-text: Berlin, 30. Nov. 5 Nm. Der feste Effektenverkehr an der Börse bewegte sich heute in mäßigem Rahmen; die Tendenz war im großen und ganzen behauptet. — [746, 1154, 1043, 1186]
article-text: Die Gesellschaft, die bekanntlich seit 1. Oktober 1904 eine Interessengemeinschaft mit der Frankfurter Bürgerbrauerei A.-G. in Frankfurt a. M. und der Hanauer Brauerei unterhält, erzielte im Geschäftsjahr 1915/16 ... — [440, 1367, 737, 1410]
article-text: Hanau, 29. Novbr. Da es manchen Kreisen nicht gelungen ist, für den von ihnen zur Lieferung an die Städte bestimmten Mengen Speisekartoffeln zu beschaffen, hat die Provinzialkartoffelstelle in Kassel sich entschlossen ... — [134, 1167, 431, 1209]
section-heading: ein Protokoll aufgenommen. — [199, 242, 365, 254]
section-heading: ein Emissär — [248, 387, 317, 400]
article-text: Paris, 29. Nov. Der Vorsitzende der Banque de France teilte mit, daß die Goldeingänge weiter zugenommen haben. — [1053, 522, 1547, 544]
table-cell: 100 1/8 — [1479, 318, 1546, 328]
article-text: zustande: Professor Valentin nimmt alle angegriffenen sämtlich beleidigenden Äußerungen gegen Herrn Professor Cossmann zurück und trägt die Kosten einschließlich der Kosten des Klägers. — [134, 1520, 431, 1551]
table-cell: 167 1/4 — [1491, 189, 1546, 199]
table-cell: Amalgam. Copper — [1053, 210, 1176, 220]
table-cell: Canadian Pacific — [1300, 189, 1436, 199]
article-text: Danzig. Die zu Beginn d. Js. in Westpreußen begonnene Steigerung der Schweinemast wird in einer sehr erfreulichen Weise bemerkbar. Der Stadt Danzig wurden nach dem Eintrieb noch 161 Ferkel, 150 Schweine und 48 Hammel geliefert. — [134, 995, 431, 1038]
table-cell: Amer. Smelting — [1053, 220, 1176, 230]
table-cell: 66 1/4 — [1491, 199, 1546, 210]
table-header-cell: 28. — [1153, 297, 1220, 308]
table-header-cell: Wert — [1300, 158, 1436, 168]
article-text: Nach dem Bericht für 1915/16 war das Werk mit Heereslieferungen vollauf beschäftigt. Der Fabrikationsgewinn stieg auf M 811 139 (i. V. M 358 716). Nach Abzug der Unkosten und Abschreibungen verbleibt ein Reingewinn von M 290 288 ... — [746, 259, 1043, 301]
article-text: gewesen sei, nicht etwa so, daß der Reichskanzler ihn nach München geschickt hätte, sondern daß er als Mitarbeiter des Professors Valentin mit der Autorität des Reichskanzlers in einem Publizistischen Kampf auftrete. — [134, 1214, 431, 1256]
article-text: Nach dem Bericht für 1915/16 war das Werk mit Heereslieferungen vollauf beschäftigt. Der Fabrikationsgewinn stieg auf M 811 139 (i. V. M 358 716). Nach Abzug der Unkosten und Abschreibungen verbleibt ein Reingewinn von M 290 288 ... — [746, 306, 1043, 348]
section-title-ernaehrung: Ernährungsfragen. — [201, 730, 364, 749]
article-text: Wetteraussichten für Freitag: Keine wesentliche Änderung. Noch Nachtfrostgefahr. — [1068, 842, 1424, 852]
table-cell: bedeckt — [1467, 881, 1542, 891]
weather-box — [1053, 771, 1547, 936]
divider — [746, 988, 1043, 989]
newspaper-page — [118, 69, 1563, 2301]
article-text: Am 20. Oktober d. J. ist zwischen der englischen und amerikanischen Regierung ein Abkommen getroffen worden, wonach deutsche Farbstoffe für das Amt der Farbstoffe für die amtlichen Druckerei in Washington aus Deutschland ausgeführt werden dürfen. — [440, 1070, 737, 1112]
article-text: gewesen sei, nicht etwa so, daß der Reichskanzler ihn nach München geschickt hätte, sondern daß er als Mitarbeiter des Professors Valentin mit der Autorität des Reichskanzlers in einem Publizistischen Kampf auftrete. — [134, 1638, 431, 1681]
column-1 — [134, 126, 431, 2290]
article-text: Berlin, 29. Novbr. (W. B.) Die ständig wachsenden Preise für Fische, Räucherwaren und Fischkonserven machen energische Maßnahmen notwendig. Im Hinblick darauf, daß die aus dem Auslande in Betracht kommenden Mengen kaum ausreichen ... — [134, 885, 431, 927]
table-cell: 4.75 1/2 — [1176, 179, 1238, 189]
krupp-title: Fried. Krupp G.-A. — [829, 781, 960, 796]
